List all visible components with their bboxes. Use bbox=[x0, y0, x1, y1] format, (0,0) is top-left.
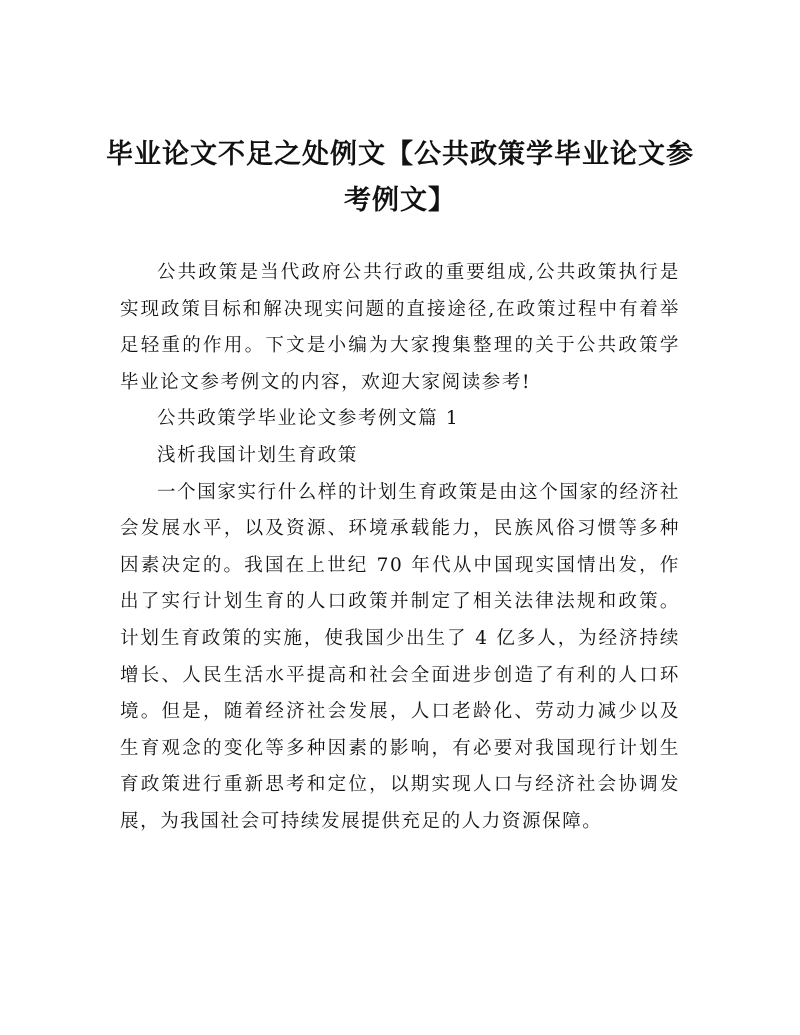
intro-paragraph: 公共政策是当代政府公共行政的重要组成,公共政策执行是实现政策目标和解决现实问题的直接途径,在政策过程中有着举足轻重的作用。下文是小编为大家搜集整理的关于公共政策学毕业论文参考例文的内容，欢迎大家阅读参考! bbox=[120, 262, 680, 393]
document-title: 毕业论文不足之处例文【公共政策学毕业论文参考例文】 bbox=[106, 139, 694, 216]
body-paragraph: 一个国家实行什么样的计划生育政策是由这个国家的经济社会发展水平，以及资源、环境承载能力，民族风俗习惯等多种因素决定的。我国在上世纪 70 年代从中国现实国情出发，作出了实行计划生育的人口政策并制定了相关法律法规和政策。计划生育政策的实施，使我国少出生了 4 亿多人，为经济持续增长、人民生活水平提高和社会全面进步创造了有利的人口环境。但是，随着经济社会发展，人口老龄化、劳动力减少以及生育观念的变化等多种因素的影响，有必要对我国现行计划生育政策进行重新思考和定位，以期实现人口与经济社会协调发展，为我国社会可持续发展提供充足的人力资源保障。 bbox=[120, 481, 680, 832]
section-heading: 公共政策学毕业论文参考例文篇 1 bbox=[157, 408, 460, 430]
document-body bbox=[120, 255, 680, 841]
article-title: 浅析我国计划生育政策 bbox=[157, 444, 359, 466]
